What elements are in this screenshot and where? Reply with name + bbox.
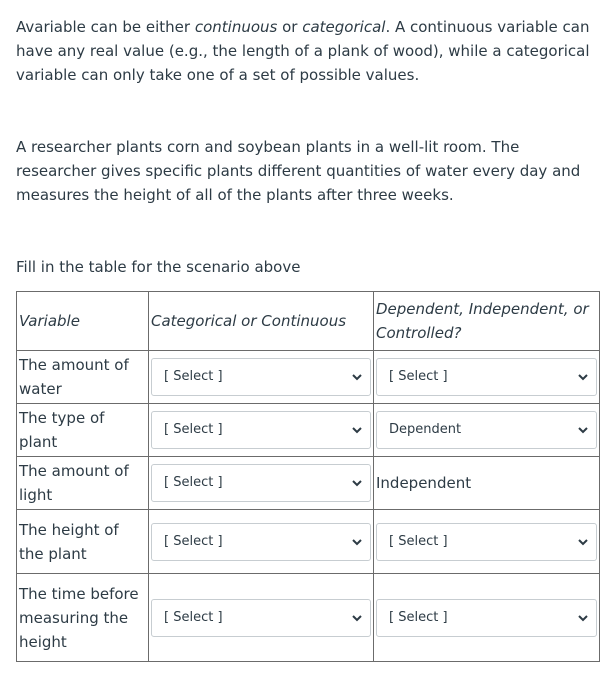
- table-row: [17, 404, 600, 457]
- select-value: [ Select ]: [164, 422, 223, 437]
- type-select[interactable]: [151, 411, 371, 449]
- type-select[interactable]: [151, 523, 371, 561]
- select-value: [ Select ]: [164, 533, 223, 549]
- variable-cell: The amount of water: [17, 351, 149, 404]
- header-variable: Variable: [17, 292, 149, 351]
- select-value: [ Select ]: [389, 533, 448, 549]
- chevron-down-icon: [576, 370, 590, 384]
- select-value: [ Select ]: [389, 369, 448, 384]
- intro-paragraph: [16, 15, 601, 87]
- select-value: [ Select ]: [389, 609, 448, 625]
- table-row: [17, 457, 600, 510]
- select-value: [ Select ]: [164, 475, 223, 490]
- role-cell: [374, 404, 600, 457]
- instruction-text: Fill in the table for the scenario above: [16, 258, 301, 276]
- chevron-down-icon: [576, 535, 590, 549]
- role-select[interactable]: [376, 358, 597, 396]
- role-cell: [374, 574, 600, 662]
- type-cell: [149, 574, 374, 662]
- chevron-down-icon: [350, 611, 364, 625]
- variable-cell: The type of plant: [17, 404, 149, 457]
- chevron-down-icon: [576, 423, 590, 437]
- role-select[interactable]: [376, 411, 597, 449]
- type-cell: [149, 351, 374, 404]
- intro-text: . A continuous variable can have any real value (e.g., the length of a plank of wood), while a categorical variable can only take one of a set of possible values.: [16, 18, 590, 84]
- continuous-term: continuous: [194, 18, 278, 36]
- chevron-down-icon: [576, 611, 590, 625]
- chevron-down-icon: [350, 370, 364, 384]
- type-select[interactable]: [151, 464, 371, 502]
- header-categorical-continuous: Categorical or Continuous: [149, 292, 374, 351]
- select-value: [ Select ]: [164, 609, 223, 625]
- scenario-paragraph: A researcher plants corn and soybean plants in a well-lit room. The researcher gives specific plants different quantities of water every day and measures the height of all of the plants after three weeks.: [16, 138, 581, 204]
- type-select[interactable]: [151, 599, 371, 637]
- table-row: [17, 351, 600, 404]
- chevron-down-icon: [350, 476, 364, 490]
- variable-cell: The height of the plant: [17, 510, 149, 574]
- intro-text: or: [277, 18, 303, 36]
- categorical-term: categorical: [302, 18, 386, 36]
- table-row: [17, 510, 600, 574]
- select-value: [ Select ]: [164, 369, 223, 384]
- select-value: Dependent: [389, 422, 462, 437]
- variable-cell: The time before measuring the height: [17, 574, 149, 662]
- type-cell: [149, 457, 374, 510]
- answer-table: [16, 291, 600, 662]
- intro-text: Avariable can be either: [16, 18, 195, 36]
- variable-cell: The amount of light: [17, 457, 149, 510]
- role-select[interactable]: [376, 599, 597, 637]
- role-cell: [374, 457, 600, 510]
- header-dependent-independent: Dependent, Independent, or Controlled?: [374, 292, 600, 351]
- table-header-row: [17, 292, 600, 351]
- role-cell: [374, 351, 600, 404]
- chevron-down-icon: [350, 535, 364, 549]
- table-row: [17, 574, 600, 662]
- role-cell: [374, 510, 600, 574]
- type-cell: [149, 404, 374, 457]
- type-cell: [149, 510, 374, 574]
- chevron-down-icon: [350, 423, 364, 437]
- role-select[interactable]: [376, 523, 597, 561]
- role-value: Independent: [376, 474, 472, 492]
- type-select[interactable]: [151, 358, 371, 396]
